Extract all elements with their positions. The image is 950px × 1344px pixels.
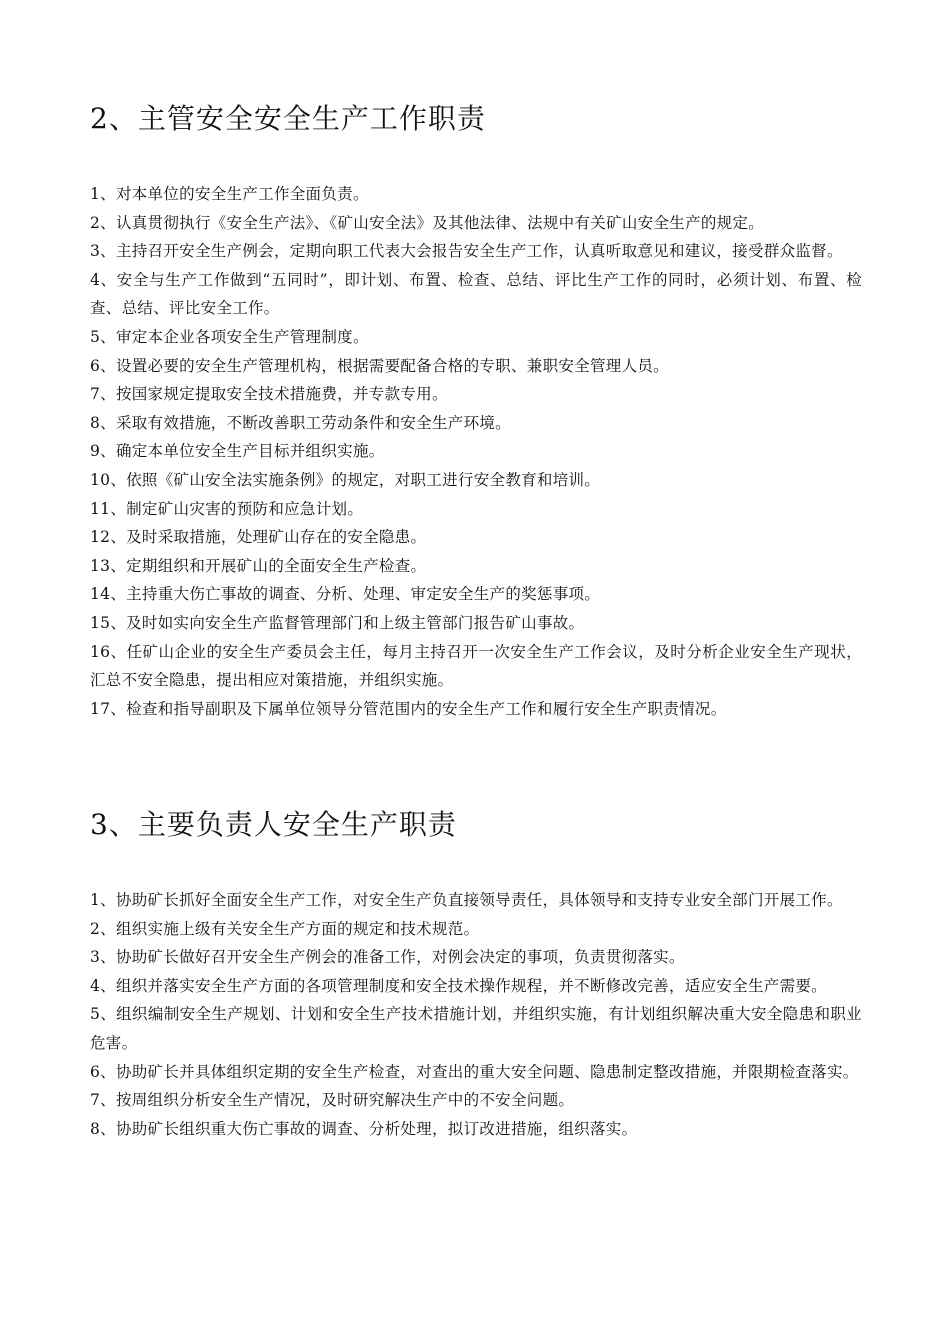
section-2-list [90, 180, 862, 723]
list-item: 8、采取有效措施，不断改善职工劳动条件和安全生产环境。 [90, 413, 511, 432]
list-item: 3、主持召开安全生产例会，定期向职工代表大会报告安全生产工作，认真听取意见和建议，接受群众监督。 [90, 242, 843, 261]
list-item: 9、确定本单位安全生产目标并组织实施。 [90, 442, 385, 461]
list-item: 7、按周组织分析安全生产情况，及时研究解决生产中的不安全问题。 [90, 1091, 575, 1110]
list-item: 6、协助矿长并具体组织定期的安全生产检查，对查出的重大安全问题、隐患制定整改措施，并限期检查落实。 [90, 1062, 859, 1081]
list-item: 7、按国家规定提取安全技术措施费，并专款专用。 [90, 385, 448, 404]
list-item: 17、检查和指导副职及下属单位领导分管范围内的安全生产工作和履行安全生产职责情况。 [90, 699, 727, 718]
list-item: 5、组织编制安全生产规划、计划和安全生产技术措施计划，并组织实施，有计划组织解决重大安全隐患和职业危害。 [90, 1005, 862, 1052]
list-item: 1、对本单位的安全生产工作全面负责。 [90, 185, 369, 203]
section-3-title: 3、主要负责人安全生产职责 [90, 808, 457, 841]
list-item: 4、安全与生产工作做到“五同时”，即计划、布置、检查、总结、评比生产工作的同时，必须计划、布置、检查、总结、评比安全工作。 [90, 270, 862, 318]
section-3-list [90, 886, 862, 1143]
list-item: 8、协助矿长组织重大伤亡事故的调查、分析处理，拟订改进措施，组织落实。 [90, 1119, 638, 1138]
list-item: 15、及时如实向安全生产监督管理部门和上级主管部门报告矿山事故。 [90, 613, 585, 632]
list-item: 5、审定本企业各项安全生产管理制度。 [90, 327, 369, 346]
list-item: 1、协助矿长抓好全面安全生产工作，对安全生产负直接领导责任，具体领导和支持专业安全部门开展工作。 [90, 891, 843, 909]
list-item: 14、主持重大伤亡事故的调查、分析、处理、审定安全生产的奖惩事项。 [90, 585, 601, 604]
list-item: 2、认真贯彻执行《安全生产法》、《矿山安全法》及其他法律、法规中有关矿山安全生产的规定。 [90, 213, 765, 232]
list-item: 12、及时采取措施，处理矿山存在的安全隐患。 [90, 528, 427, 547]
list-item: 11、制定矿山灾害的预防和应急计划。 [90, 499, 364, 518]
list-item: 4、组织并落实安全生产方面的各项管理制度和安全技术操作规程，并不断修改完善，适应安全生产需要。 [90, 976, 827, 995]
list-item: 3、协助矿长做好召开安全生产例会的准备工作，对例会决定的事项，负责贯彻落实。 [90, 948, 685, 967]
list-item: 13、定期组织和开展矿山的全面安全生产检查。 [90, 556, 427, 575]
list-item: 2、组织实施上级有关安全生产方面的规定和技术规范。 [90, 919, 480, 938]
list-item: 10、依照《矿山安全法实施条例》的规定，对职工进行安全教育和培训。 [90, 470, 601, 489]
list-item: 16、任矿山企业的安全生产委员会主任，每月主持召开一次安全生产工作会议，及时分析企业安全生产现状，汇总不安全隐患，提出相应对策措施，并组织实施。 [90, 642, 862, 690]
list-item: 6、设置必要的安全生产管理机构，根据需要配备合格的专职、兼职安全管理人员。 [90, 356, 669, 375]
section-2-title: 2、主管安全安全生产工作职责 [90, 102, 486, 135]
